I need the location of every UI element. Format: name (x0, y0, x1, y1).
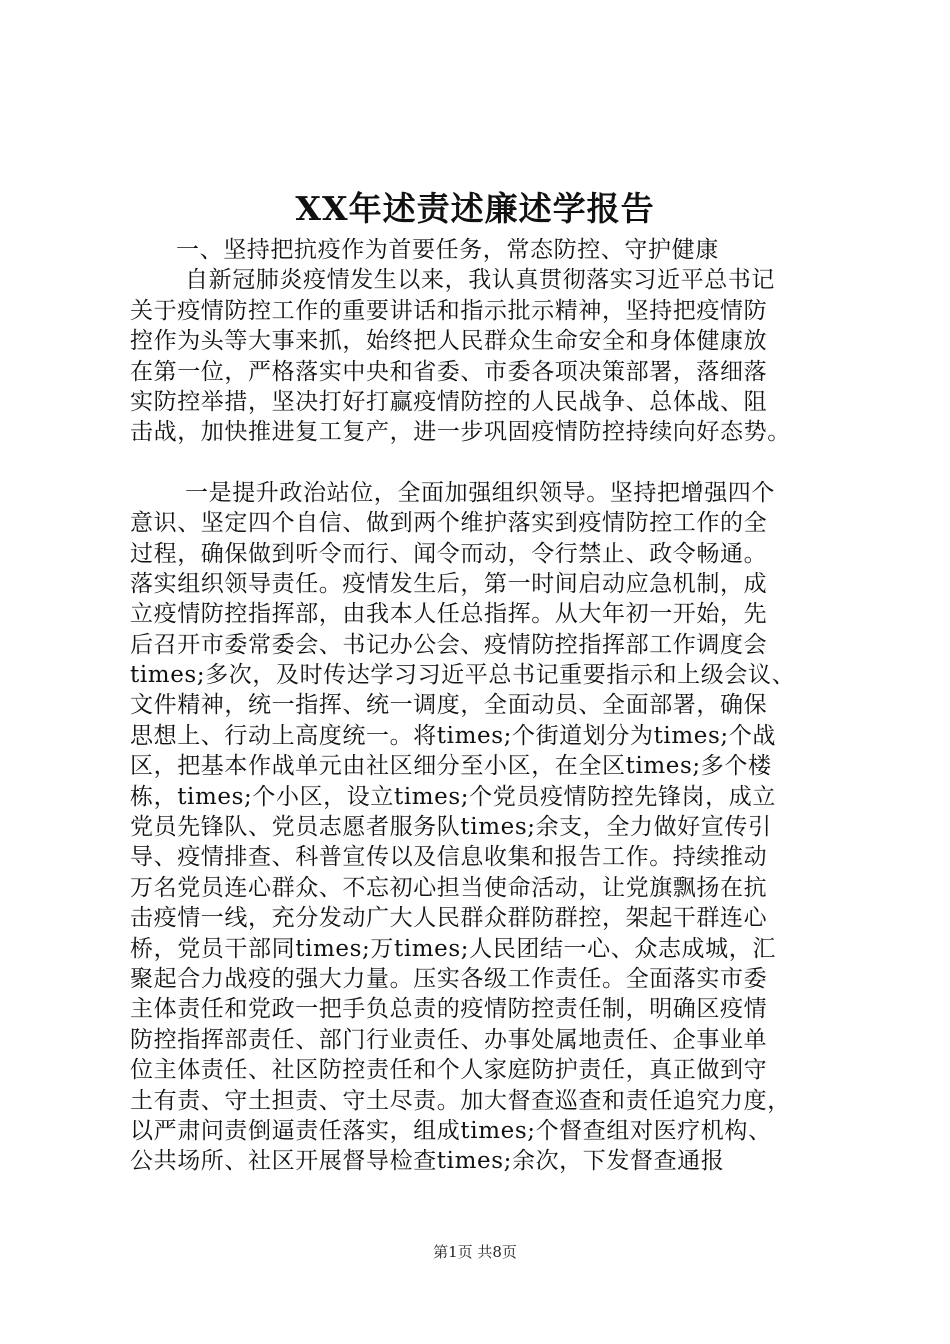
paragraph-line: 位主体责任、社区防控责任和个人家庭防护责任，真正做到守 (130, 1057, 768, 1084)
page-footer: 第1页 共8页 (433, 1243, 517, 1261)
paragraph-line: 一是提升政治站位，全面加强组织领导。坚持把增强四个 (185, 479, 775, 506)
paragraph-line: 栋，times;个小区，设立times;个党员疫情防控先锋岗，成立 (130, 783, 776, 810)
paragraph-line: 关于疫情防控工作的重要讲话和指示批示精神，坚持把疫情防 (130, 297, 768, 324)
paragraph-spacer (130, 448, 842, 478)
paragraph-line: 意识、坚定四个自信、做到两个维护落实到疫情防控工作的全 (130, 510, 768, 537)
document-title: XX年述责述廉述学报告 (295, 189, 655, 228)
paragraph-line: 防控指挥部责任、部门行业责任、办事处属地责任、企事业单 (130, 1026, 768, 1053)
paragraph-line: 区，把基本作战单元由社区细分至小区，在全区times;多个楼 (130, 753, 772, 780)
section-heading: 一、坚持把抗疫作为首要任务，常态防控、守护健康 (176, 237, 719, 263)
paragraph-line: 落实组织领导责任。疫情发生后，第一时间启动应急机制，成 (130, 570, 768, 597)
paragraph-line: 立疫情防控指挥部，由我本人任总指挥。从大年初一开始，先 (130, 601, 768, 628)
paragraph-2 (130, 478, 842, 1177)
paragraph-1 (130, 265, 842, 447)
paragraph-line: 后召开市委常委会、书记办公会、疫情防控指挥部工作调度会 (130, 631, 768, 658)
paragraph-line: 党员先锋队、党员志愿者服务队times;余支，全力做好宣传引 (130, 814, 772, 841)
paragraph-line: 土有责、守土担责、守土尽责。加大督查巡查和责任追究力度， (130, 1087, 791, 1114)
paragraph-line: 聚起合力战疫的强大力量。压实各级工作责任。全面落实市委 (130, 965, 768, 992)
paragraph-line: 击战，加快推进复工复产，进一步巩固疫情防控持续向好态势。 (130, 419, 791, 446)
paragraph-line: 实防控举措，坚决打好打赢疫情防控的人民战争、总体战、阻 (130, 388, 768, 415)
paragraph-line: 在第一位，严格落实中央和省委、市委各项决策部署，落细落 (130, 358, 768, 385)
paragraph-line: 导、疫情排查、科普宣传以及信息收集和报告工作。持续推动 (130, 844, 768, 871)
paragraph-line: 公共场所、社区开展督导检查times;余次，下发督查通报 (130, 1148, 725, 1175)
paragraph-line: times;多次，及时传达学习习近平总书记重要指示和上级会议、 (130, 662, 796, 689)
paragraph-line: 自新冠肺炎疫情发生以来，我认真贯彻落实习近平总书记 (185, 267, 775, 294)
paragraph-line: 控作为头等大事来抓，始终把人民群众生命安全和身体健康放 (130, 328, 768, 355)
paragraph-line: 以严肃问责倒逼责任落实，组成times;个督查组对医疗机构、 (130, 1117, 772, 1144)
document-body (130, 235, 842, 1177)
paragraph-line: 文件精神，统一指挥、统一调度，全面动员、全面部署，确保 (130, 692, 768, 719)
paragraph-line: 击疫情一线，充分发动广大人民群众群防群控，架起干群连心 (130, 905, 768, 932)
paragraph-line: 万名党员连心群众、不忘初心担当使命活动，让党旗飘扬在抗 (130, 874, 768, 901)
paragraph-line: 过程，确保做到听令而行、闻令而动，令行禁止、政令畅通。 (130, 540, 768, 567)
paragraph-line: 桥，党员干部同times;万times;人民团结一心、众志成城，汇 (130, 935, 776, 962)
paragraph-line: 思想上、行动上高度统一。将times;个街道划分为times;个战 (130, 722, 776, 749)
paragraph-line: 主体责任和党政一把手负总责的疫情防控责任制，明确区疫情 (130, 996, 768, 1023)
